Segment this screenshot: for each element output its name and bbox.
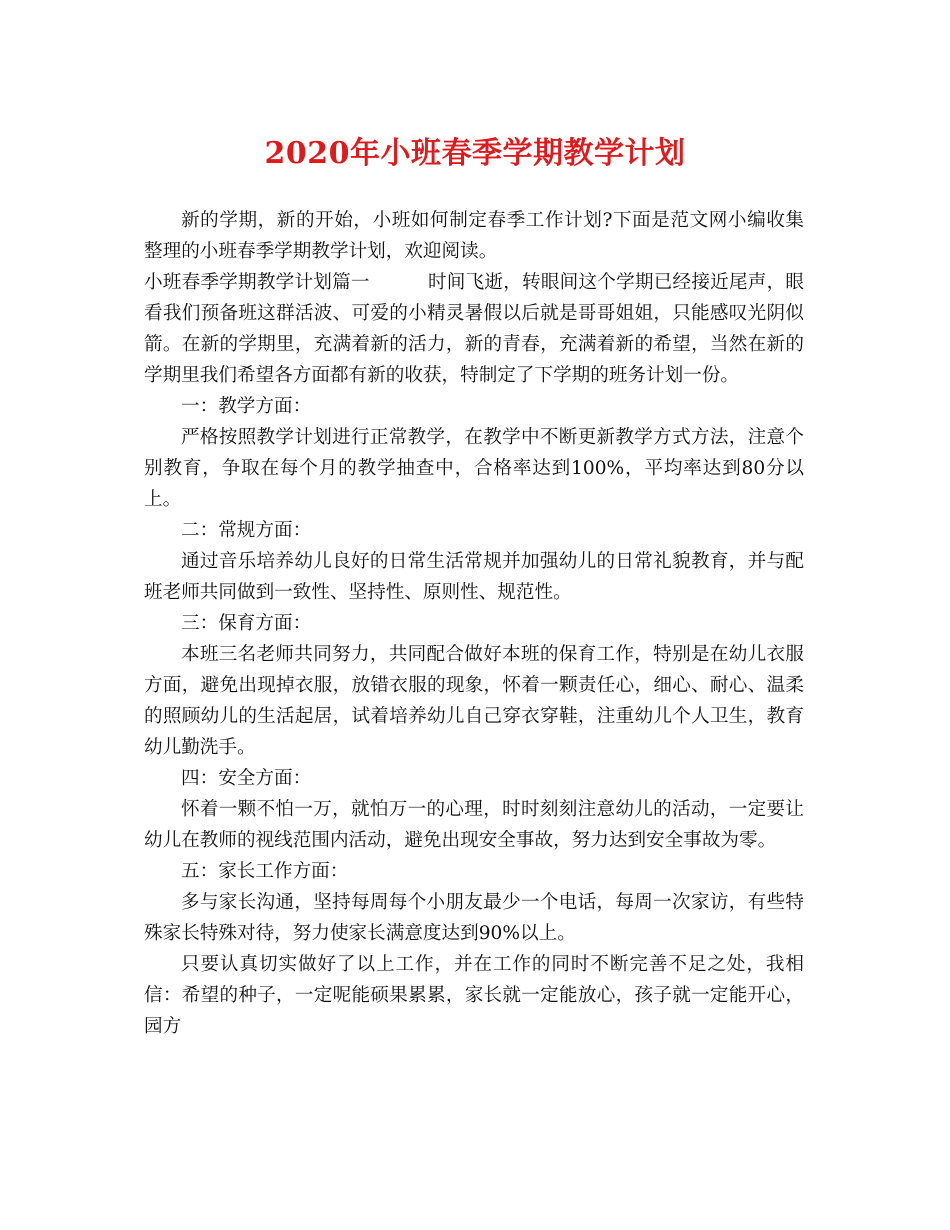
section5-text: 多与家长沟通，坚持每周每个小朋友最少一个电话，每周一次家访，有些特殊家长特殊对待，努力使家长满意度达到90%以上。 xyxy=(144,892,804,944)
section2-title: 二：常规方面： xyxy=(181,520,312,541)
document-title: 2020年小班春季学期教学计划 xyxy=(264,136,686,171)
section1-title: 一：教学方面： xyxy=(181,396,312,417)
section2-text: 通过音乐培养幼儿良好的日常生活常规并加强幼儿的日常礼貌教育，并与配班老师共同做到一致性、坚持性、原则性、规范性。 xyxy=(144,551,804,603)
closing-paragraph: 只要认真切实做好了以上工作，并在工作的同时不断完善不足之处，我相信：希望的种子，一定呢能硕果累累，家长就一定能放心，孩子就一定能开心，园方 xyxy=(144,954,804,1037)
intro-paragraph: 新的学期，新的开始，小班如何制定春季工作计划?下面是范文网小编收集整理的小班春季学期教学计划，欢迎阅读。 xyxy=(144,210,804,262)
section3-title: 三：保育方面： xyxy=(181,613,312,634)
document-body xyxy=(144,205,804,1042)
section4-title: 四：安全方面： xyxy=(181,768,312,789)
part1-text: 时间飞逝，转眼间这个学期已经接近尾声，眼看我们预备班这群活波、可爱的小精灵暑假以后就是哥哥姐姐，只能感叹光阴似箭。在新的学期里，充满着新的活力，新的青春，充满着新的希望，当然在新的学期里我们希望各方面都有新的收获，特制定了下学期的班务计划一份。 xyxy=(144,272,804,386)
part1-heading: 小班春季学期教学计划篇一 xyxy=(144,272,370,293)
section1-text: 严格按照教学计划进行正常教学，在教学中不断更新教学方式方法，注意个别教育，争取在每个月的教学抽查中，合格率达到100%，平均率达到80分以上。 xyxy=(144,427,804,510)
section4-text: 怀着一颗不怕一万，就怕万一的心理，时时刻刻注意幼儿的活动，一定要让幼儿在教师的视线范围内活动，避免出现安全事故，努力达到安全事故为零。 xyxy=(144,799,804,851)
section3-text: 本班三名老师共同努力，共同配合做好本班的保育工作，特别是在幼儿衣服方面，避免出现掉衣服，放错衣服的现象，怀着一颗责任心，细心、耐心、温柔的照顾幼儿的生活起居，试着培养幼儿自己穿衣穿鞋，注重幼儿个人卫生，教育幼儿勤洗手。 xyxy=(144,644,804,758)
part1-paragraph xyxy=(144,267,804,391)
section5-title: 五：家长工作方面： xyxy=(181,861,349,882)
